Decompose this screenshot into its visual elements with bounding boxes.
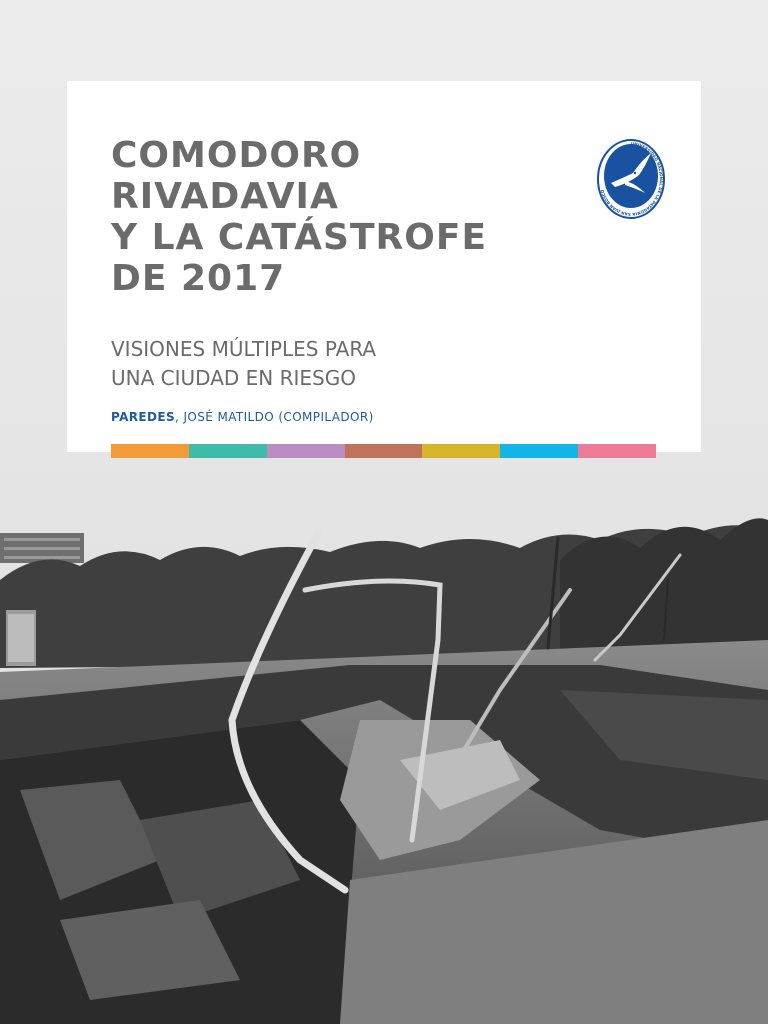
title-card [67,81,701,452]
albatross-seal-icon [595,131,667,221]
roadside-sign [6,610,36,666]
stripe-orange [111,444,189,458]
author-credit [111,410,374,424]
subtitle-line: UNA CIUDAD EN RIESGO [111,366,356,390]
title-line: RIVADAVIA [111,176,339,217]
stripe-pink [578,444,656,458]
seal-ring-text: UNIVERSIDAD NACIONAL DE LA PATAGONIA SAN JUAN BOSCO [599,140,664,218]
title-line: DE 2017 [111,258,286,299]
stripe-terracotta [345,444,423,458]
title-line: COMODORO [111,135,362,176]
stripe-teal [189,444,267,458]
stripe-mustard [422,444,500,458]
background-buildings [0,533,84,563]
stripe-lavender [267,444,345,458]
book-subtitle [111,335,376,393]
color-stripe-bar [111,444,656,458]
subtitle-line: VISIONES MÚLTIPLES PARA [111,337,377,361]
book-title [111,135,487,299]
author-rest: , JOSÉ MATILDO (COMPILADOR) [175,410,374,424]
title-line: Y LA CATÁSTROFE [111,217,488,258]
author-lastname: PAREDES [111,410,176,424]
stripe-sky-blue [500,444,578,458]
